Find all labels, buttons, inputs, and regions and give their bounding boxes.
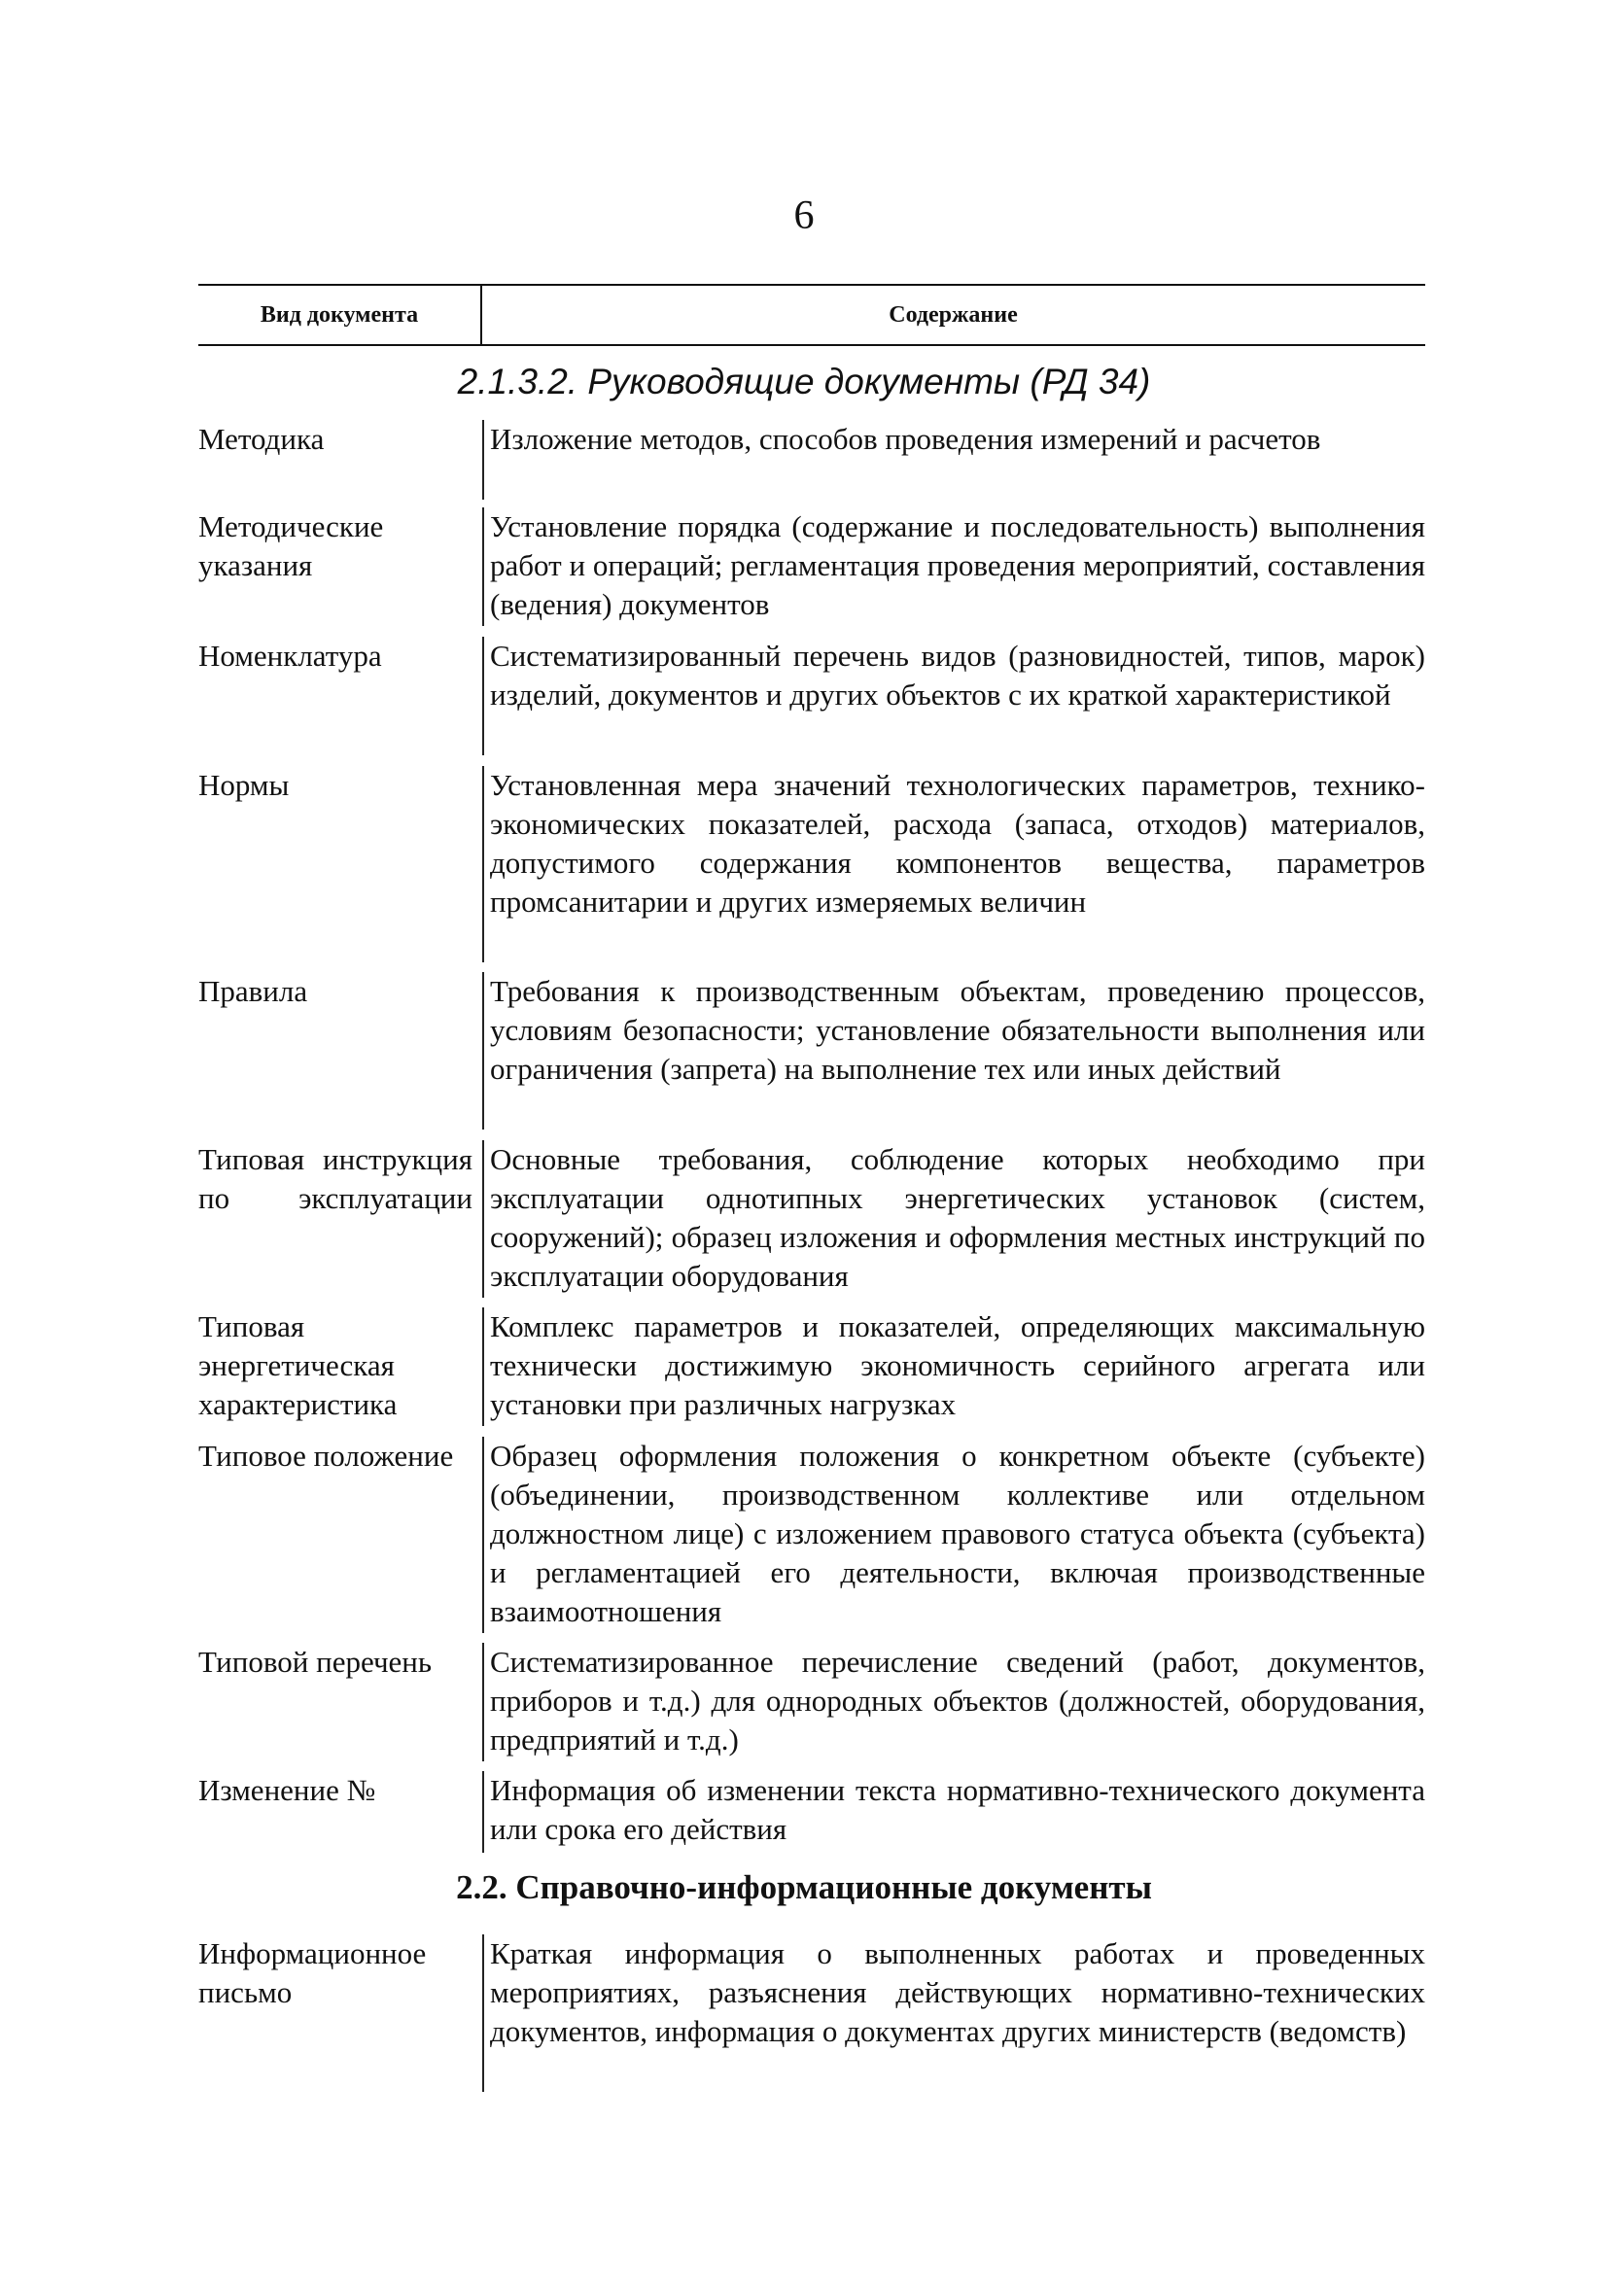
page-number: 6 xyxy=(793,193,815,238)
row-definition: Систематизированное перечисление сведений (работ, документов, приборов и т.д.) для однородных объектов (должностей, оборудования, предприятий и т.д.) xyxy=(490,1645,1425,1757)
row-term: Нормы xyxy=(198,768,290,802)
section-title-guiding-documents: 2.1.3.2. Руководящие документы (РД 34) xyxy=(457,362,1151,401)
row-definition: Требования к производственным объектам, проведению процессов, условиям безопасности; установление обязательности выполнения или ограничения (запрета) на выполнение тех или иных действий xyxy=(490,974,1425,1086)
column-divider xyxy=(482,1140,484,1298)
row-term: Номенклатура xyxy=(198,639,382,673)
header-document-type: Вид документа xyxy=(260,302,419,328)
column-divider xyxy=(482,766,484,962)
row-term: Типовая энергетическая характеристика xyxy=(198,1309,398,1421)
row-definition: Образец оформления положения о конкретном объекте (субъекте) (объединении, производственном коллективе или отдельном должностном лице) с изложением правового статуса объекта (субъекта) и регламентацией его деятельности, включая производственные взаимоотношения xyxy=(490,1439,1425,1628)
column-divider xyxy=(482,1771,484,1853)
row-definition: Изложение методов, способов проведения измерений и расчетов xyxy=(490,422,1321,456)
row-term: Методика xyxy=(198,422,325,456)
table-header xyxy=(198,284,1425,346)
column-divider xyxy=(482,1307,484,1426)
section-title-reference-documents: 2.2. Справочно-информационные документы xyxy=(456,1868,1152,1906)
row-term: Информационное письмо xyxy=(198,1936,427,2009)
column-divider xyxy=(482,972,484,1130)
column-divider xyxy=(482,1643,484,1761)
row-term: Типовой перечень xyxy=(198,1645,433,1679)
row-definition: Установление порядка (содержание и последовательность) выполнения работ и операций; регламентация проведения мероприятий, составления (ведения) документов xyxy=(490,509,1425,621)
row-definition: Краткая информация о выполненных работах и проведенных мероприятиях, разъяснения действующих нормативно-технических документов, информация о документах других министерств (ведомств) xyxy=(490,1936,1425,2048)
row-term: Правила xyxy=(198,974,308,1008)
column-divider xyxy=(482,1437,484,1633)
row-definition: Основные требования, соблюдение которых необходимо при эксплуатации однотипных энергетических установок (систем, сооружений); образец изложения и оформления местных инструкций по эксплуатации оборудования xyxy=(490,1142,1425,1293)
column-divider xyxy=(482,1934,484,2092)
row-definition: Информация об изменении текста нормативно-технического документа или срока его действия xyxy=(490,1773,1425,1846)
row-term: Изменение № xyxy=(198,1773,376,1807)
row-definition: Систематизированный перечень видов (разновидностей, типов, марок) изделий, документов и других объектов с их краткой характеристикой xyxy=(490,639,1425,712)
column-divider xyxy=(482,420,484,500)
row-term: Типовая инструкция по эксплуатации xyxy=(198,1142,472,1215)
row-term: Типовое положение xyxy=(198,1439,454,1473)
header-content: Содержание xyxy=(889,302,1018,328)
row-definition: Установленная мера значений технологических параметров, технико-экономических показателей, расхода (запаса, отходов) материалов, допустимого содержания компонентов вещества, параметров промсанитарии и других измеряемых величин xyxy=(490,768,1425,919)
row-term: Методические указания xyxy=(198,509,384,582)
column-divider xyxy=(482,507,484,626)
row-definition: Комплекс параметров и показателей, определяющих максимальную технически достижимую экономичность серийного агрегата или установки при различных нагрузках xyxy=(490,1309,1425,1421)
column-divider xyxy=(482,637,484,755)
